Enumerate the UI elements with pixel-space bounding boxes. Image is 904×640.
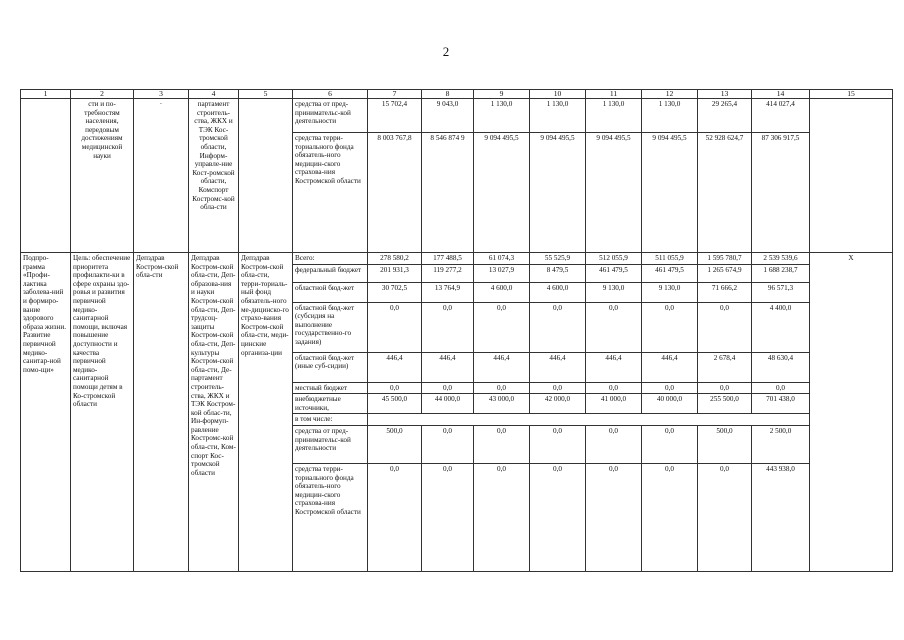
value-cell: 0,0 — [586, 302, 642, 352]
value-cell: 0,0 — [586, 463, 642, 571]
column-number: 15 — [810, 90, 893, 99]
value-cell: 4 600,0 — [474, 282, 530, 302]
funding-source-label: средства от пред-принимательс-кой деятельности — [293, 425, 368, 463]
value-cell: 0,0 — [474, 463, 530, 571]
budget-table — [20, 89, 893, 572]
column-number: 9 — [474, 90, 530, 99]
value-cell: 446,4 — [586, 352, 642, 382]
value-cell: 0,0 — [368, 463, 422, 571]
value-cell: 511 055,9 — [642, 253, 698, 265]
block1-col1 — [21, 99, 71, 253]
funding-source-label: областной бюд-жет — [293, 282, 368, 302]
block1-col5 — [239, 99, 293, 253]
value-cell: 446,4 — [474, 352, 530, 382]
funding-source-label: в том числе: — [293, 414, 368, 426]
value-cell: 2 500,0 — [752, 425, 810, 463]
responsible-executor-cell: Депздрав Костром-ской обла-сти — [134, 253, 189, 572]
column-number: 10 — [530, 90, 586, 99]
value-cell: 8 003 767,8 — [368, 133, 422, 253]
value-cell: 0,0 — [586, 382, 642, 394]
value-cell: 446,4 — [368, 352, 422, 382]
value-cell: 44 000,0 — [422, 394, 474, 414]
value-cell: 9 094 495,5 — [586, 133, 642, 253]
value-cell: 9 130,0 — [586, 282, 642, 302]
value-cell: 13 764,9 — [422, 282, 474, 302]
col15-mark: X — [810, 253, 893, 572]
column-number: 4 — [189, 90, 239, 99]
value-cell: 0,0 — [642, 463, 698, 571]
column-number: 14 — [752, 90, 810, 99]
value-cell: 13 027,9 — [474, 264, 530, 282]
value-cell: 0,0 — [422, 463, 474, 571]
value-cell: 0,0 — [474, 425, 530, 463]
value-cell: 701 438,0 — [752, 394, 810, 414]
value-cell: 1 130,0 — [474, 99, 530, 133]
value-cell: 4 600,0 — [530, 282, 586, 302]
column-number: 7 — [368, 90, 422, 99]
value-cell: 29 265,4 — [698, 99, 752, 133]
value-cell: 446,4 — [642, 352, 698, 382]
empty-value-span — [368, 414, 810, 426]
column-number: 3 — [134, 90, 189, 99]
block1-executors-cell: партамент строитель-ства, ЖКХ и ТЭК Кос-тромской области, Информ-управле-ние Кост-ромской области, Комспорт Костромс-кой обла-сти — [189, 99, 239, 253]
column-number: 5 — [239, 90, 293, 99]
subprogram-goal-cell: Цель: обеспечение приоритета профилакти-ки в сфере охраны здо-ровья и развития первичной медико-санитарной помощи, включая повышение доступности и качества первичной медико-санитарной помощи детям в Ко-стромской области — [71, 253, 134, 572]
value-cell: 15 702,4 — [368, 99, 422, 133]
value-cell: 0,0 — [752, 382, 810, 394]
value-cell: 278 580,2 — [368, 253, 422, 265]
value-cell: 0,0 — [530, 463, 586, 571]
participants-cell: Депздрав Костром-ской обла-сти, терри-ториаль-ный фонд обязатель-ного ме-дицинско-го страхо-вания Костром-ской обла-сти, меди-цинские организа-ции — [239, 253, 293, 572]
value-cell: 446,4 — [422, 352, 474, 382]
value-cell: 0,0 — [474, 302, 530, 352]
value-cell: 9 094 495,5 — [530, 133, 586, 253]
value-cell: 9 094 495,5 — [642, 133, 698, 253]
funding-source-label: областной бюд-жет (иные суб-сидии) — [293, 352, 368, 382]
column-number: 12 — [642, 90, 698, 99]
column-number: 6 — [293, 90, 368, 99]
value-cell: 52 928 624,7 — [698, 133, 752, 253]
value-cell: 0,0 — [368, 302, 422, 352]
value-cell: 512 055,9 — [586, 253, 642, 265]
value-cell: 0,0 — [698, 463, 752, 571]
funding-source-label: областной бюд-жет (субсидия на выполнение государственно-го задания) — [293, 302, 368, 352]
funding-source-label: средства терри-ториального фонда обязатель-ного медицин-ского страхова-ния Костромской области — [293, 133, 368, 253]
value-cell: 4 400,0 — [752, 302, 810, 352]
funding-source-label: средства терри-ториального фонда обязатель-ного медицин-ского страхова-ния Костромской области — [293, 463, 368, 571]
column-number: 2 — [71, 90, 134, 99]
value-cell: 446,4 — [530, 352, 586, 382]
value-cell: 443 938,0 — [752, 463, 810, 571]
value-cell: 48 630,4 — [752, 352, 810, 382]
value-cell: 0,0 — [642, 425, 698, 463]
column-number: 13 — [698, 90, 752, 99]
value-cell: 30 702,5 — [368, 282, 422, 302]
value-cell: 461 479,5 — [586, 264, 642, 282]
value-cell: 0,0 — [530, 425, 586, 463]
value-cell: 9 130,0 — [642, 282, 698, 302]
value-cell: 177 488,5 — [422, 253, 474, 265]
value-cell: 1 595 780,7 — [698, 253, 752, 265]
value-cell: 55 525,9 — [530, 253, 586, 265]
value-cell: 0,0 — [422, 382, 474, 394]
funding-source-label: Всего: — [293, 253, 368, 265]
block1-goal-cell: сти и по-требностям населения, передовым достижениям медицинской науки — [71, 99, 134, 253]
value-cell: 1 130,0 — [642, 99, 698, 133]
table-row — [21, 99, 893, 133]
value-cell: 61 074,3 — [474, 253, 530, 265]
funding-source-label: средства от пред-принимательс-кой деятельности — [293, 99, 368, 133]
co-executors-cell: Депздрав Костром-ской обла-сти, Деп-образова-ния и науки Костром-ской обла-сти, Деп-трудсоц-защиты Костром-ской обла-сти, Деп-культуры Костром-ской обла-сти, Де-партамент строитель-ства, ЖКХ и ТЭК Костром-кой облас-ти, Ин-формуп-равление Костромс-кой обла-сти, Ком-спорт Кос-тромской области — [189, 253, 239, 572]
value-cell: 201 931,3 — [368, 264, 422, 282]
value-cell: 8 546 874 9 — [422, 133, 474, 253]
value-cell: 45 500,0 — [368, 394, 422, 414]
value-cell: 42 000,0 — [530, 394, 586, 414]
value-cell: 414 027,4 — [752, 99, 810, 133]
value-cell: 0,0 — [698, 382, 752, 394]
funding-source-label: федеральный бюджет — [293, 264, 368, 282]
value-cell: 0,0 — [530, 382, 586, 394]
column-number-row — [21, 90, 893, 99]
subprogram-name-cell: Подпро-грамма «Профи-лактика заболева-ний и формиро-вание здорового образа жизни. Развитие первичной медико-санитар-ной помо-щи» — [21, 253, 71, 572]
value-cell: 9 043,0 — [422, 99, 474, 133]
column-number: 1 — [21, 90, 71, 99]
column-number: 11 — [586, 90, 642, 99]
value-cell: 119 277,2 — [422, 264, 474, 282]
value-cell: 43 000,0 — [474, 394, 530, 414]
value-cell: 0,0 — [474, 382, 530, 394]
value-cell: 0,0 — [422, 425, 474, 463]
table-row — [21, 253, 893, 265]
block1-col15 — [810, 99, 893, 253]
value-cell: 8 479,5 — [530, 264, 586, 282]
column-number: 8 — [422, 90, 474, 99]
value-cell: 500,0 — [698, 425, 752, 463]
value-cell: 1 130,0 — [530, 99, 586, 133]
value-cell: 1 265 674,9 — [698, 264, 752, 282]
value-cell: 71 666,2 — [698, 282, 752, 302]
value-cell: 461 479,5 — [642, 264, 698, 282]
value-cell: 0,0 — [698, 302, 752, 352]
value-cell: 0,0 — [642, 302, 698, 352]
funding-source-label: внебюджетные источники, — [293, 394, 368, 414]
funding-source-label: местный бюджет — [293, 382, 368, 394]
value-cell: 1 130,0 — [586, 99, 642, 133]
value-cell: 255 500,0 — [698, 394, 752, 414]
value-cell: 0,0 — [422, 302, 474, 352]
value-cell: 9 094 495,5 — [474, 133, 530, 253]
value-cell: 40 000,0 — [642, 394, 698, 414]
value-cell: 500,0 — [368, 425, 422, 463]
value-cell: 41 000,0 — [586, 394, 642, 414]
value-cell: 0,0 — [642, 382, 698, 394]
value-cell: 1 688 238,7 — [752, 264, 810, 282]
value-cell: 2 678,4 — [698, 352, 752, 382]
value-cell: 0,0 — [586, 425, 642, 463]
block1-col3: · — [134, 99, 189, 253]
value-cell: 87 306 917,5 — [752, 133, 810, 253]
value-cell: 0,0 — [530, 302, 586, 352]
page-number: 2 — [442, 44, 450, 59]
value-cell: 2 539 539,6 — [752, 253, 810, 265]
value-cell: 0,0 — [368, 382, 422, 394]
value-cell: 96 571,3 — [752, 282, 810, 302]
